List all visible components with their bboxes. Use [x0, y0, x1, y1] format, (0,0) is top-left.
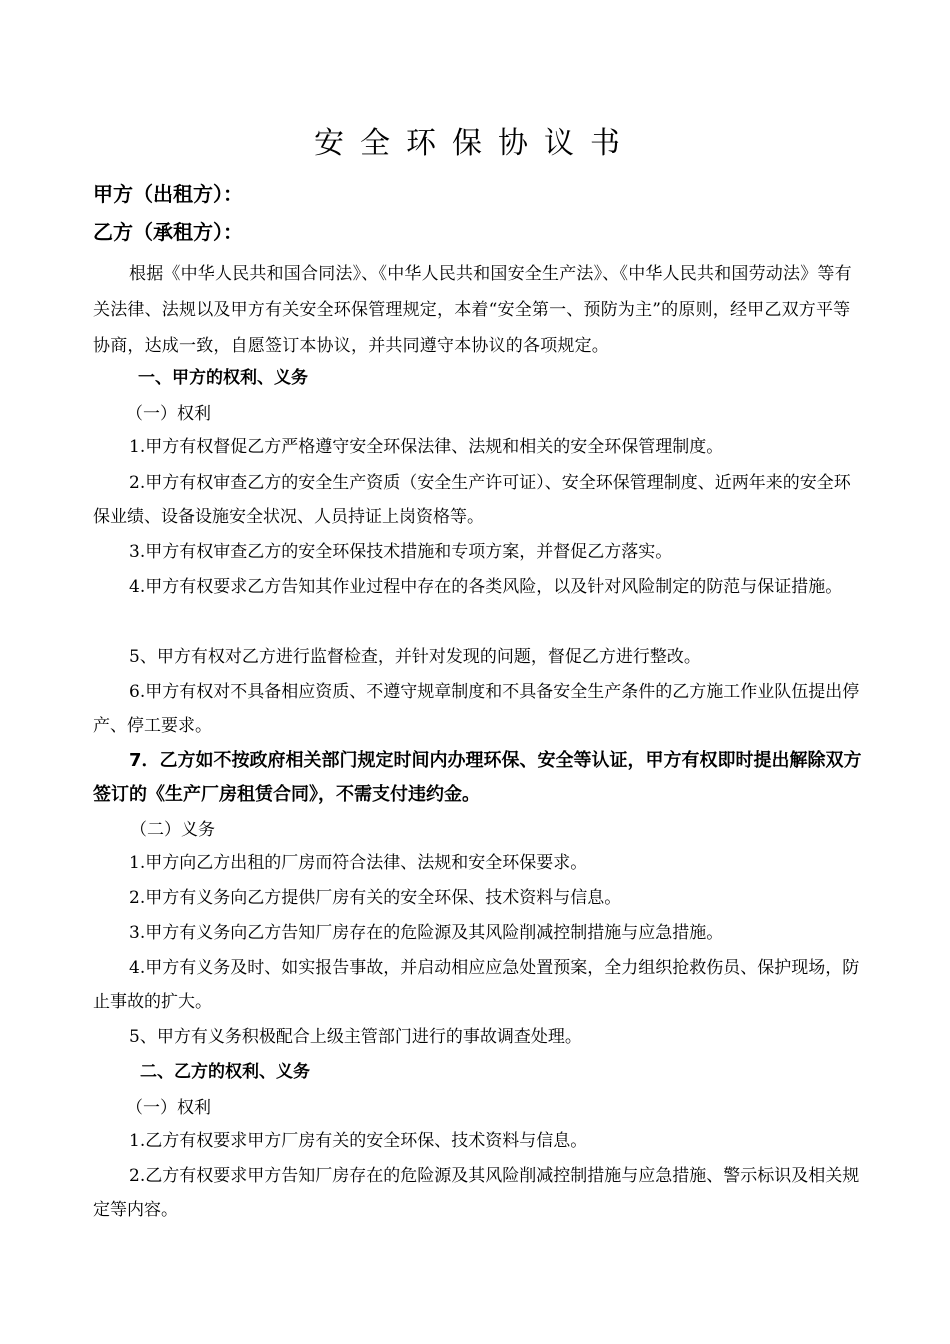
party-a-label: 甲方（出租方）： — [93, 182, 243, 206]
section1-heading: 一、甲方的权利、义务 — [138, 368, 308, 388]
section1-right-1: 1.甲方有权督促乙方严格遵守安全环保法律、法规和相关的安全环保管理制度。 — [129, 437, 724, 457]
section1-duty-2: 2.甲方有义务向乙方提供厂房有关的安全环保、技术资料与信息。 — [129, 888, 622, 908]
section1-duty-4: 4.甲方有义务及时、如实报告事故，并启动相应应急处置预案，全力组织抢救伤员、保护现场，防止事故的扩大。 — [93, 958, 860, 1012]
section1-right-2: 2.甲方有权审查乙方的安全生产资质（安全生产许可证）、安全环保管理制度、近两年来的安全环保业绩、设备设施安全状况、人员持证上岗资格等。 — [93, 473, 851, 527]
intro-paragraph: 根据《中华人民共和国合同法》、《中华人民共和国安全生产法》、《中华人民共和国劳动法》等有关法律、法规以及甲方有关安全环保管理规定，本着“安全第一、预防为主”的原则，经甲乙双方平等协商，达成一致，自愿签订本协议，并共同遵守本协议的各项规定。 — [93, 264, 852, 356]
section1-rights-label: （一）权利 — [126, 404, 211, 424]
section1-right-7: 7．乙方如不按政府相关部门规定时间内办理环保、安全等认证，甲方有权即时提出解除双方签订的《生产厂房租赁合同》，不需支付违约金。 — [93, 750, 862, 805]
section2-rights-label: （一）权利 — [126, 1098, 211, 1118]
section1-right-3: 3.甲方有权审查乙方的安全环保技术措施和专项方案，并督促乙方落实。 — [129, 542, 673, 562]
section1-right-4: 4.甲方有权要求乙方告知其作业过程中存在的各类风险，以及针对风险制定的防范与保证措施。 — [129, 577, 843, 597]
section1-right-6: 6.甲方有权对不具备相应资质、不遵守规章制度和不具备安全生产条件的乙方施工作业队伍提出停产、停工要求。 — [93, 682, 860, 736]
section1-duty-3: 3.甲方有义务向乙方告知厂房存在的危险源及其风险削减控制措施与应急措施。 — [129, 923, 724, 943]
section2-right-1: 1.乙方有权要求甲方厂房有关的安全环保、技术资料与信息。 — [129, 1131, 588, 1151]
section1-duty-5: 5、甲方有义务积极配合上级主管部门进行的事故调查处理。 — [129, 1027, 582, 1047]
section1-right-5: 5、甲方有权对乙方进行监督检查，并针对发现的问题，督促乙方进行整改。 — [129, 647, 701, 667]
party-b-label: 乙方（承租方）： — [93, 220, 243, 244]
document-title: 安全环保协议书 — [314, 126, 636, 161]
section1-duties-label: （二）义务 — [130, 820, 215, 840]
section1-duty-1: 1.甲方向乙方出租的厂房而符合法律、法规和安全环保要求。 — [129, 853, 588, 873]
section2-right-2: 2.乙方有权要求甲方告知厂房存在的危险源及其风险削减控制措施与应急措施、警示标识及相关规定等内容。 — [93, 1166, 860, 1220]
section2-heading: 二、乙方的权利、义务 — [140, 1062, 310, 1082]
